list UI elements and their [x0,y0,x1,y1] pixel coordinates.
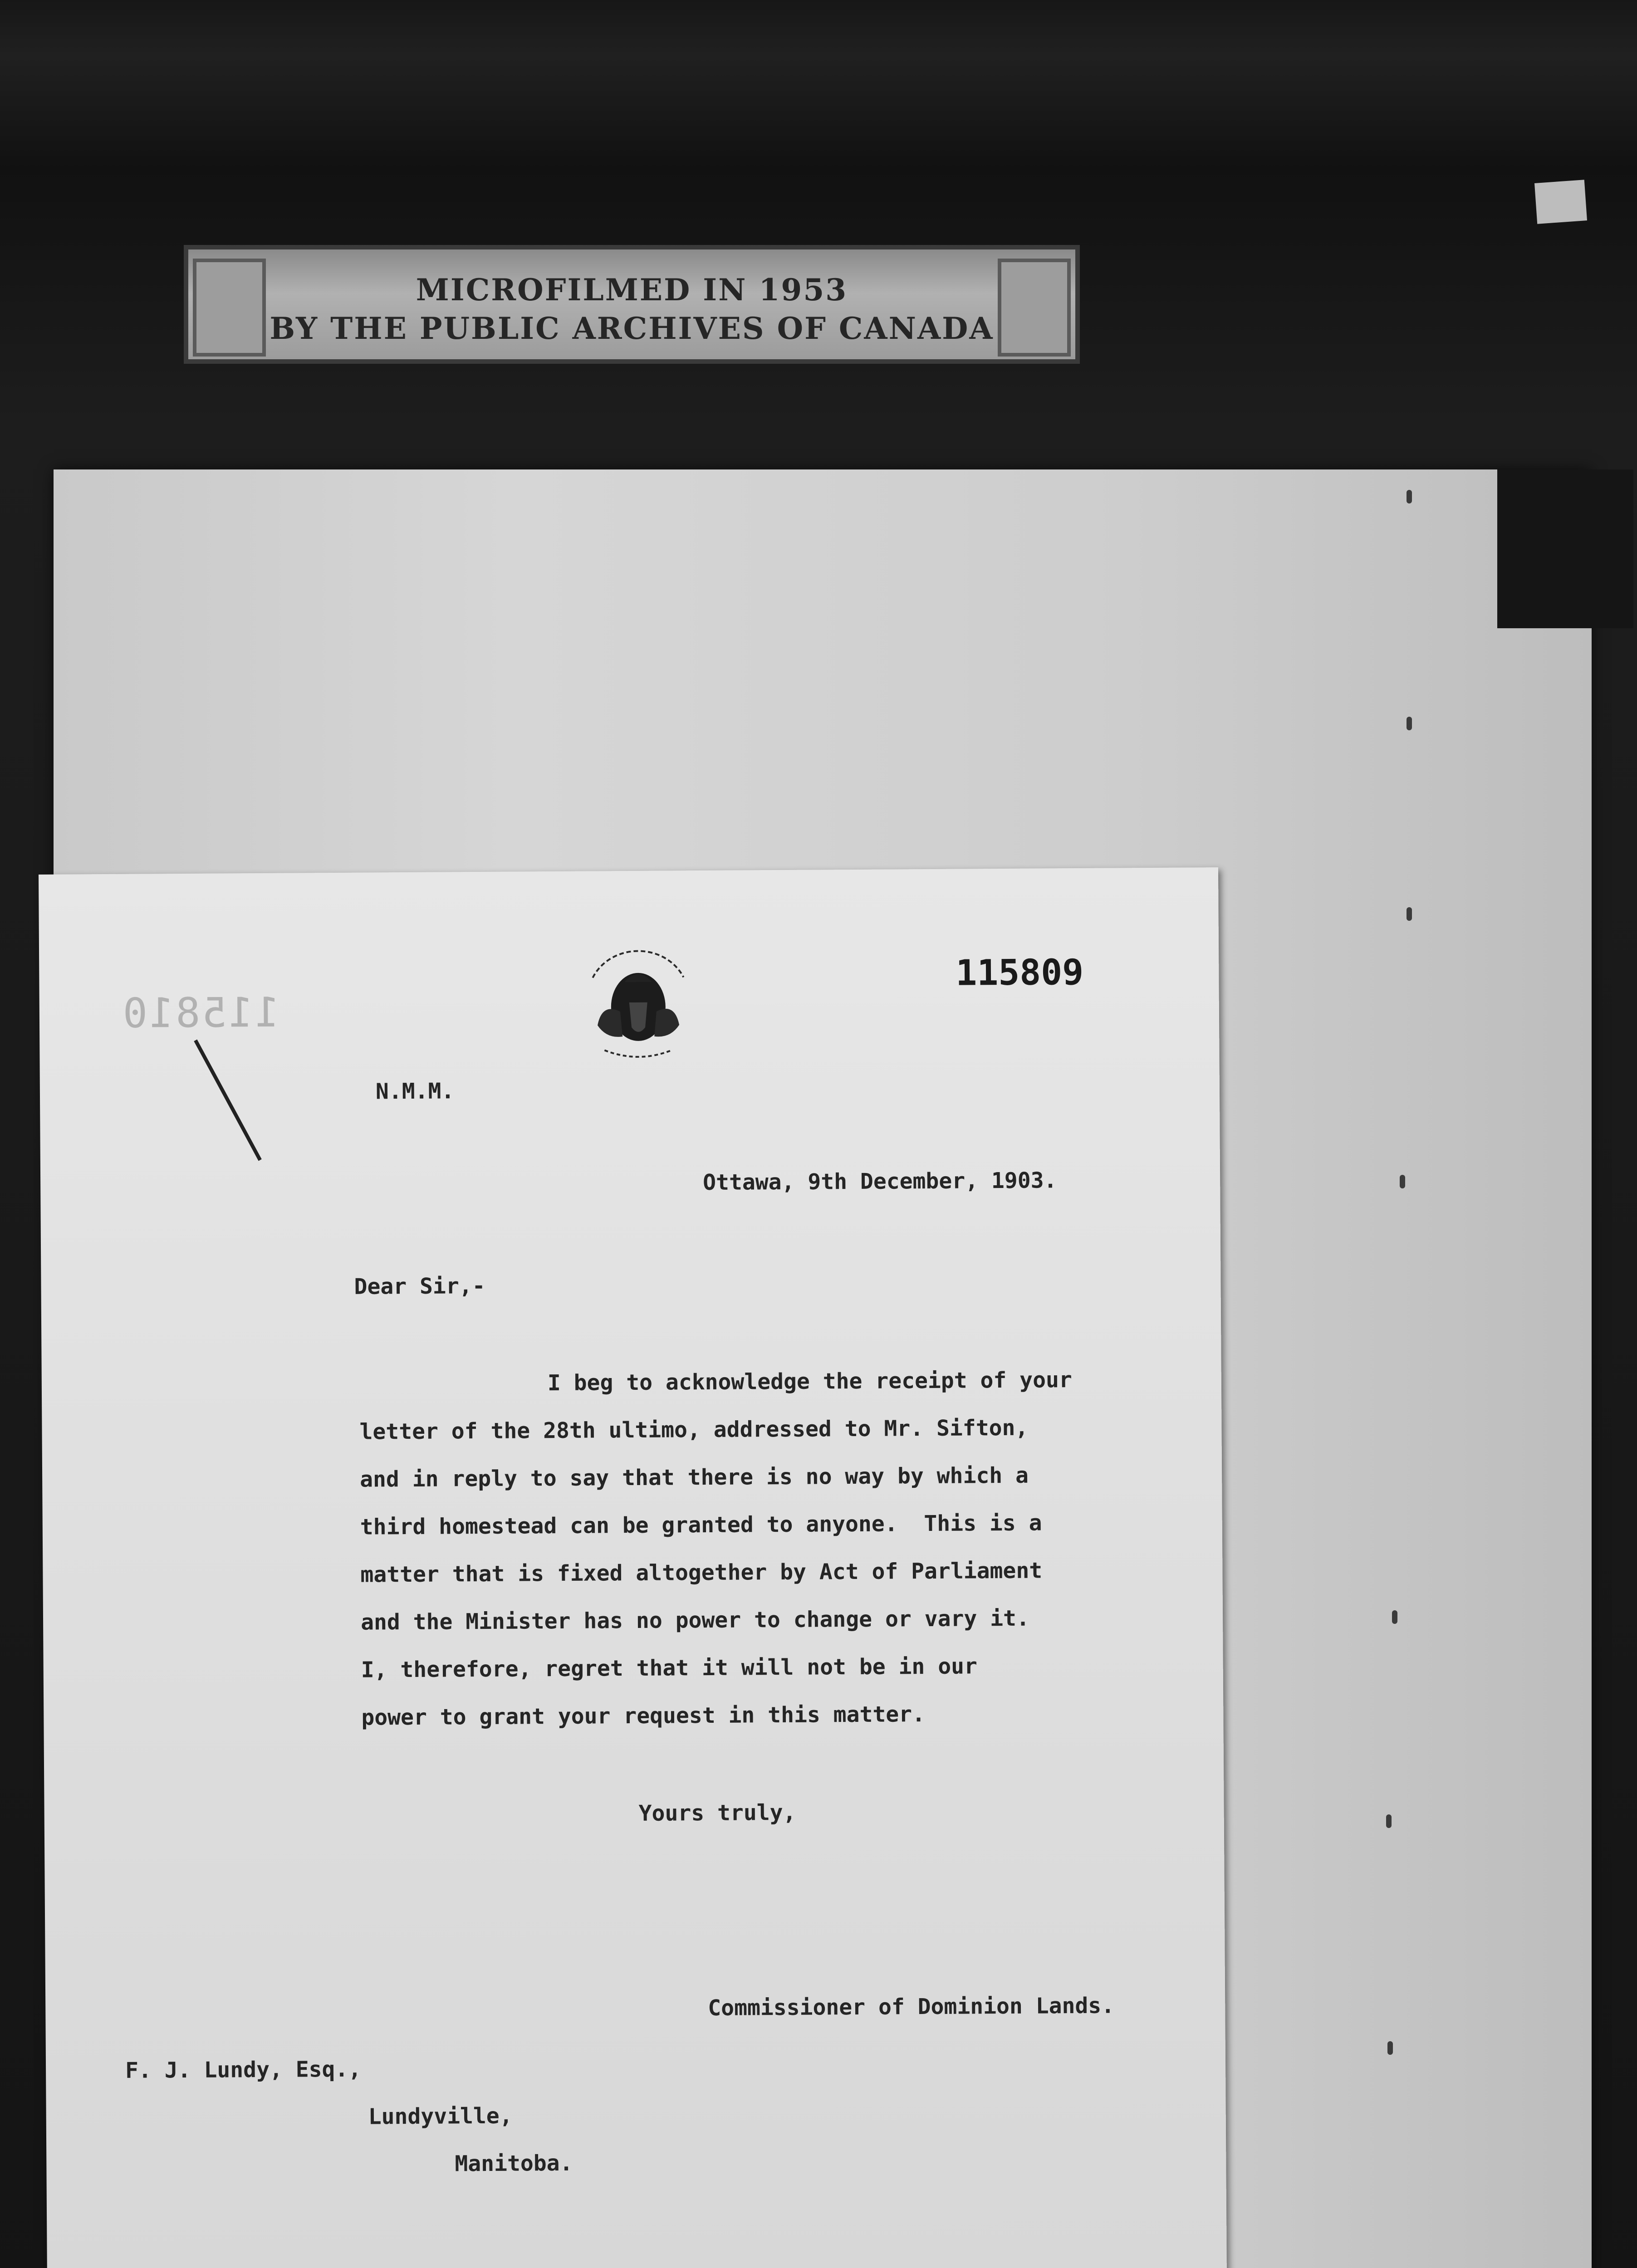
body-line: and in reply to say that there is no way by which a [359,1462,1029,1492]
microfilm-banner [184,245,1080,364]
body-line: power to grant your request in this matter. [361,1701,926,1730]
file-number: 115809 [956,952,1084,994]
body-line: letter of the 28th ultimo, addressed to Mr. Sifton, [359,1415,1029,1445]
film-speck [1400,1175,1405,1188]
signature-title: Commissioner of Dominion Lands. [708,1993,1115,2021]
film-speck [1392,1610,1397,1624]
department-crest-seal [570,934,707,1066]
banner-line-1: MICROFILMED IN 1953 [416,272,848,308]
salutation: Dear Sir,- [354,1273,485,1300]
body-line: third homestead can be granted to anyone. This is a [360,1510,1042,1540]
film-chip [1534,180,1587,224]
film-speck [1386,1814,1392,1828]
recipient-town: Lundyville, [368,2103,513,2130]
film-speck [1407,717,1412,730]
recipient-name: F. J. Lundy, Esq., [125,2056,362,2083]
film-speck [1407,907,1412,921]
film-speck [1387,2041,1393,2055]
closing: Yours truly, [638,1799,796,1826]
film-shadow-corner [1497,469,1633,628]
reference-initials: N.M.M. [375,1078,455,1105]
body-line: and the Minister has no power to change or vary it. [360,1605,1030,1635]
date-line: Ottawa, 9th December, 1903. [703,1168,1057,1196]
banner-line-2: BY THE PUBLIC ARCHIVES OF CANADA [270,311,994,346]
pencil-mark [194,1040,261,1161]
body-line: I beg to acknowledge the receipt of your [547,1367,1072,1396]
body-line: matter that is fixed altogether by Act of Parliament [360,1558,1043,1588]
recipient-province: Manitoba. [455,2150,573,2177]
film-speck [1407,490,1412,503]
letter-page [39,867,1227,2268]
body-line: I, therefore, regret that it will not be in our [361,1653,978,1683]
bleed-through-number: 115810 [121,988,280,1037]
